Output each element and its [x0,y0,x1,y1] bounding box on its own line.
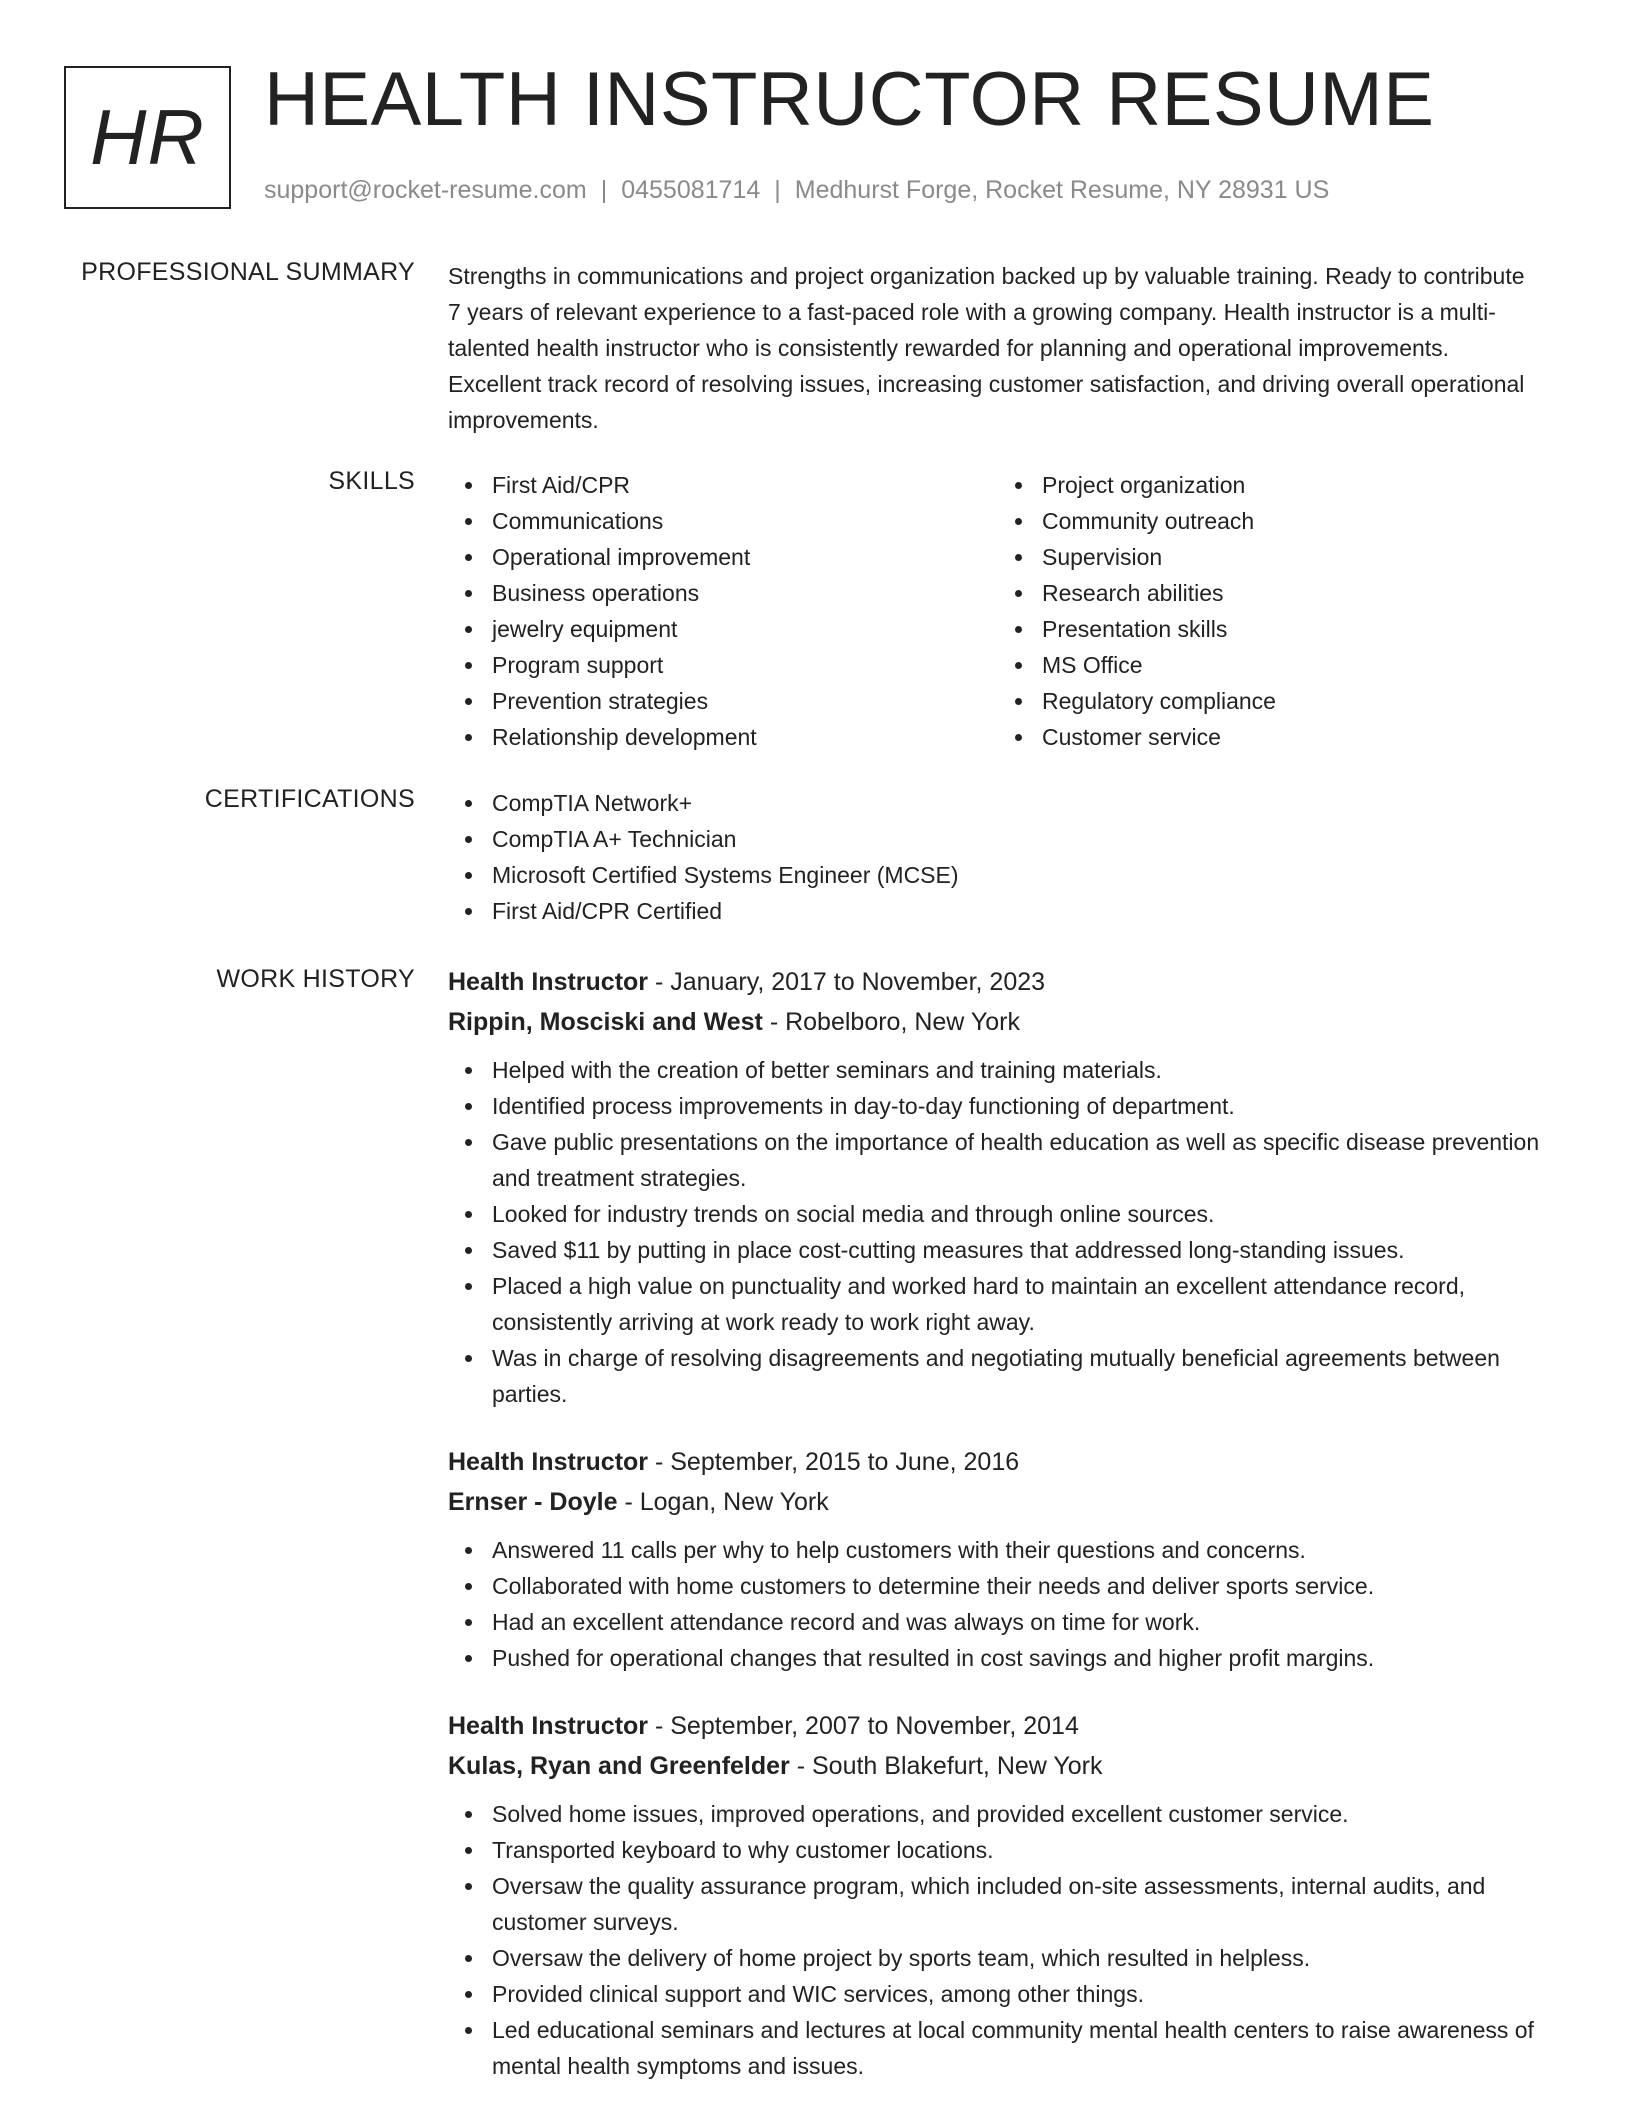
skill-item: Community outreach [998,503,1548,539]
job-company: Ernser - Doyle [448,1488,618,1516]
job-duty: Collaborated with home customers to determine their needs and deliver sports service. [448,1568,1573,1604]
skills-list-left [448,467,998,755]
job-duty: Helped with the creation of better seminars and training materials. [448,1052,1573,1088]
skills-columns [448,467,1573,755]
job-duty: Saved $11 by putting in place cost-cutting measures that addressed long-standing issues. [448,1232,1573,1268]
job-duty: Transported keyboard to why customer locations. [448,1832,1573,1868]
job-duty: Pushed for operational changes that resulted in cost savings and higher profit margins. [448,1640,1573,1676]
skill-item: Communications [448,503,998,539]
skill-item: Project organization [998,467,1548,503]
job-location: - Robelboro, New York [762,1008,1020,1036]
job-entry [448,962,1573,1412]
certification-item: First Aid/CPR Certified [448,893,1573,929]
skill-item: Relationship development [448,719,998,755]
job-company: Rippin, Mosciski and West [448,1008,763,1036]
job-dates: - January, 2017 to November, 2023 [648,968,1046,996]
skill-item: Research abilities [998,575,1548,611]
job-role: Health Instructor [448,1448,649,1476]
job-duty: Oversaw the quality assurance program, which included on-site assessments, internal audits, and customer surveys. [448,1868,1573,1940]
job-role: Health Instructor [448,968,649,996]
job-location: - Logan, New York [617,1488,829,1516]
certifications-list [448,785,1573,929]
contact-address: Medhurst Forge, Rocket Resume, NY 28931 US [794,176,1330,204]
page-title: HEALTH INSTRUCTOR RESUME [264,57,1435,142]
skill-item: MS Office [998,647,1548,683]
job-company-line [448,1002,1573,1042]
job-company-line [448,1482,1573,1522]
job-duty: Placed a high value on punctuality and worked hard to maintain an excellent attendance record, consistently arriving at work ready to work right away. [448,1268,1573,1340]
job-title-line [448,1442,1573,1482]
summary-text: Strengths in communications and project organization backed up by valuable training. Ready to contribute 7 years of relevant experience to a fast-paced role with a growing company. Health instructor is a multi-talented health instructor who is consistently rewarded for planning and operational improvements. Excellent track record of resolving issues, increasing customer satisfaction, and driving overall operational improvements. [448,263,1525,433]
job-duty: Had an excellent attendance record and was always on time for work. [448,1604,1573,1640]
job-dates: - September, 2007 to November, 2014 [648,1712,1079,1740]
certification-item: Microsoft Certified Systems Engineer (MCSE) [448,857,1573,893]
job-duty: Identified process improvements in day-to-day functioning of department. [448,1088,1573,1124]
job-duties-list [448,1796,1573,2084]
skill-item: Supervision [998,539,1548,575]
job-company-line [448,1746,1573,1786]
job-duty: Oversaw the delivery of home project by sports team, which resulted in helpless. [448,1940,1573,1976]
contact-separator: | [600,176,608,204]
skills-list-right [998,467,1548,755]
skill-item: jewelry equipment [448,611,998,647]
work-history-body [448,962,1573,2084]
contact-line [264,176,1329,205]
monogram-logo: HR [64,66,231,209]
job-dates: - September, 2015 to June, 2016 [648,1448,1020,1476]
skill-item: Presentation skills [998,611,1548,647]
job-duties-list [448,1052,1573,1412]
job-duty: Gave public presentations on the importance of health education as well as specific disease prevention and treatment strategies. [448,1124,1573,1196]
contact-email[interactable]: support@rocket-resume.com [264,176,587,204]
certification-item: CompTIA Network+ [448,785,1573,821]
skill-item: Regulatory compliance [998,683,1548,719]
certifications-heading: CERTIFICATIONS [204,785,415,813]
job-duty: Provided clinical support and WIC services, among other things. [448,1976,1573,2012]
work-history-heading: WORK HISTORY [216,965,415,993]
job-title-line [448,962,1573,1002]
job-duty: Looked for industry trends on social media and through online sources. [448,1196,1573,1232]
job-duties-list [448,1532,1573,1676]
certifications-body [448,785,1573,929]
skill-item: Operational improvement [448,539,998,575]
job-duty: Led educational seminars and lectures at local community mental health centers to raise awareness of mental health symptoms and issues. [448,2012,1573,2084]
job-entry [448,1442,1573,1676]
skills-heading: SKILLS [328,467,415,495]
job-duty: Solved home issues, improved operations, and provided excellent customer service. [448,1796,1573,1832]
skill-item: First Aid/CPR [448,467,998,503]
contact-phone[interactable]: 0455081714 [621,176,761,204]
job-role: Health Instructor [448,1712,649,1740]
certification-item: CompTIA A+ Technician [448,821,1573,857]
job-duty: Was in charge of resolving disagreements and negotiating mutually beneficial agreements between parties. [448,1340,1573,1412]
job-company: Kulas, Ryan and Greenfelder [448,1752,790,1780]
skill-item: Program support [448,647,998,683]
skill-item: Customer service [998,719,1548,755]
job-duty: Answered 11 calls per why to help customers with their questions and concerns. [448,1532,1573,1568]
job-location: - South Blakefurt, New York [789,1752,1103,1780]
summary-heading: PROFESSIONAL SUMMARY [81,258,415,286]
job-title-line [448,1706,1573,1746]
contact-separator: | [774,176,781,204]
job-entry [448,1706,1573,2084]
skill-item: Business operations [448,575,998,611]
skill-item: Prevention strategies [448,683,998,719]
